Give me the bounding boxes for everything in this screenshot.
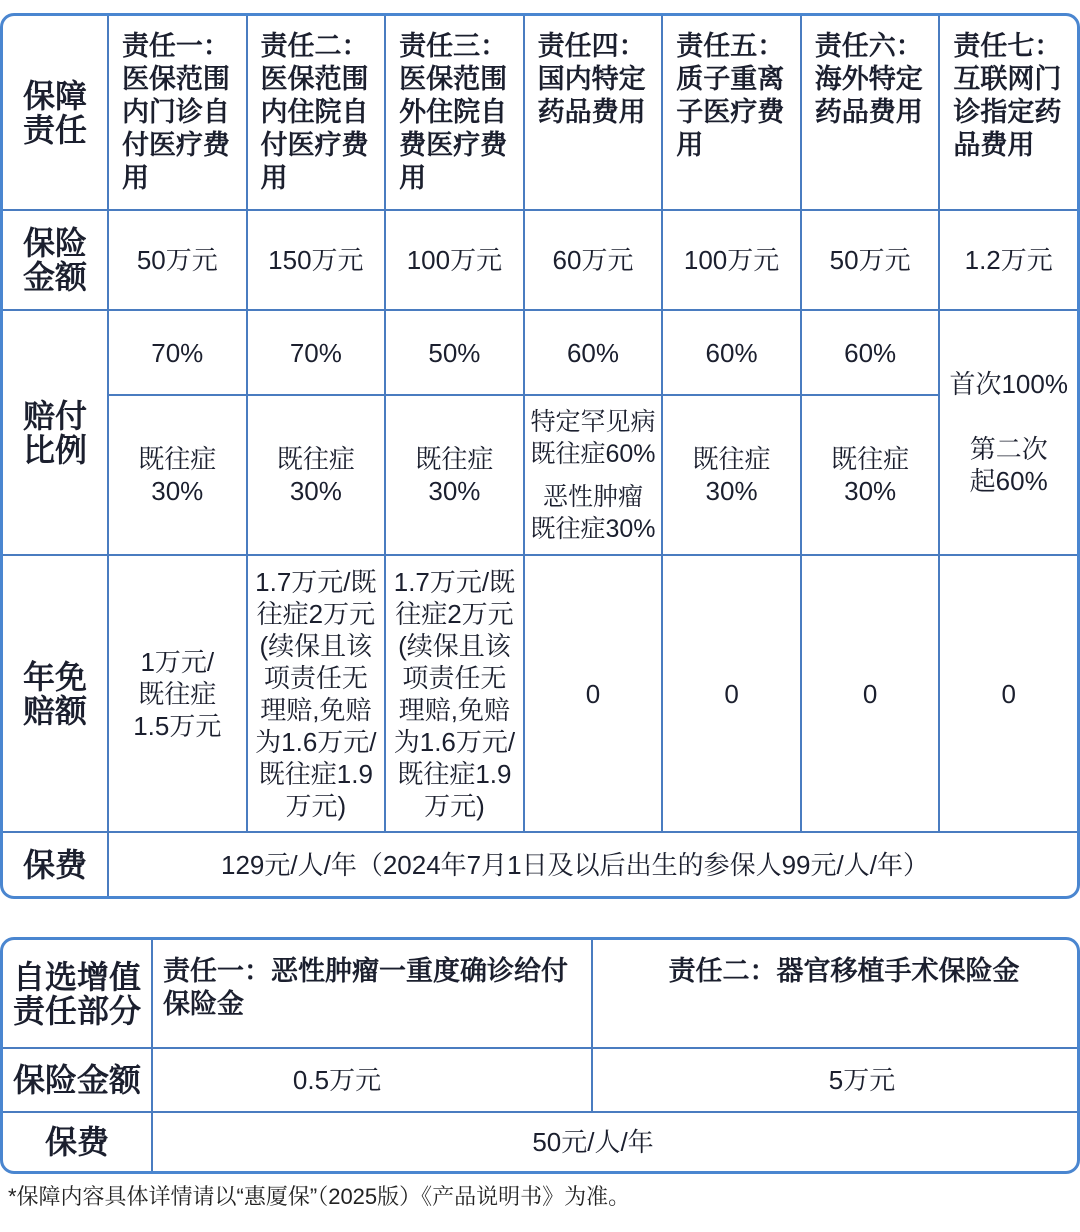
coverage-header-5-name: 质子重离子医疗费用 [676,64,785,160]
coverage-header-5-text [676,30,787,162]
row-label-coverage-text: 保障责任 [22,77,87,148]
coverage-header-3-name: 医保范围外住院自费医疗费用 [399,64,508,193]
row-label-optional-sum-insured-text: 保险金额 [12,1062,141,1098]
row-label-coverage [3,16,107,209]
footnote: *保障内容具体详情请以“惠厦保”（2025版）《产品说明书》为准。 [8,1184,631,1209]
coverage-header-4-name: 国内特定药品费用 [537,64,646,127]
coverage-header-4-label: 责任四： [537,31,646,61]
coverage-header-6-label: 责任六： [814,31,923,61]
coverage-header-7-text [953,30,1064,162]
sum-insured-value-3: 100万元 [386,211,523,309]
sum-insured-value-4: 60万元 [525,211,662,309]
row-label-premium-text: 保费 [22,846,87,883]
deductible-value-4: 0 [525,556,662,831]
premium-value: 129元/人/年（2024年7月1日及以后出生的参保人99元/人/年） [109,833,1077,896]
row-label-payout-ratio-text: 赔付比例 [22,397,87,468]
payout-ratio-value-5: 60% [663,311,800,394]
row-label-sum-insured-text: 保险金额 [22,225,87,295]
deductible-value-6: 0 [802,556,939,831]
pre-existing-ratio-value-6: 既往症 30% [802,396,939,554]
coverage-header-4 [525,16,662,209]
coverage-header-3-text [399,30,510,195]
optional-premium-value: 50元/人/年 [153,1113,1077,1171]
malignant-tumor-pre-existing-ratio: 恶性肿瘤 既往症30% [530,482,656,543]
payout-ratio-value-4: 60% [525,311,662,394]
coverage-header-7-name: 互联网门诊指定药品费用 [953,64,1062,160]
deductible-value-1: 1万元/ 既往症 1.5万元 [109,556,246,831]
row-label-sum-insured [3,211,107,309]
optional-header-2-text: 责任二：器官移植手术保险金 [668,956,1020,986]
coverage-header-7-label: 责任七： [953,31,1062,61]
pre-existing-ratio-value-5: 既往症 30% [663,396,800,554]
coverage-header-1 [109,16,246,209]
coverage-header-1-name: 医保范围内门诊自付医疗费用 [121,64,230,193]
deductible-value-5: 0 [663,556,800,831]
deductible-value-7: 0 [940,556,1077,831]
coverage-header-6-text [815,30,926,129]
optional-sum-insured-value-1: 0.5万元 [153,1049,591,1111]
basic-coverage-table [0,13,1080,899]
coverage-header-2-name: 医保范围内住院自付医疗费用 [260,64,369,193]
row-label-premium [3,833,107,896]
coverage-header-3-label: 责任三： [399,31,508,61]
payout-ratio-7-first-visit: 首次100% [949,369,1068,399]
coverage-header-2-label: 责任二： [260,31,369,61]
coverage-header-1-label: 责任一： [121,31,230,61]
row-label-optional-coverage-text: 自选增值责任部分 [12,958,141,1029]
payout-ratio-value-2: 70% [248,311,385,394]
optional-header-2 [593,940,1077,1047]
payout-ratio-7-subsequent: 第二次 起60% [969,434,1048,496]
payout-ratio-value-6: 60% [802,311,939,394]
row-label-optional-coverage [3,940,151,1047]
sum-insured-value-7: 1.2万元 [940,211,1077,309]
row-label-optional-premium [3,1113,151,1171]
coverage-header-6-name: 海外特定药品费用 [814,64,923,127]
coverage-header-3 [386,16,523,209]
sum-insured-value-1: 50万元 [109,211,246,309]
optional-header-1-text: 责任一：恶性肿瘤一重度确诊给付保险金 [163,956,568,1019]
coverage-header-7 [940,16,1077,209]
payout-ratio-value-7 [940,311,1077,554]
coverage-header-2-text [261,30,372,195]
deductible-value-3: 1.7万元/既 往症2万元 (续保且该 项责任无 理赔,免赔 为1.6万元/ 既往症1.9 万元) [386,556,523,831]
payout-ratio-value-1: 70% [109,311,246,394]
optional-header-1 [153,940,591,1047]
sum-insured-value-2: 150万元 [248,211,385,309]
sum-insured-value-5: 100万元 [663,211,800,309]
coverage-header-4-text [538,30,649,129]
pre-existing-ratio-value-1: 既往症 30% [109,396,246,554]
coverage-header-6 [802,16,939,209]
payout-ratio-value-3: 50% [386,311,523,394]
coverage-header-5-label: 责任五： [676,31,785,61]
row-label-optional-premium-text: 保费 [44,1124,109,1160]
pre-existing-ratio-value-4 [525,396,662,554]
pre-existing-ratio-value-2: 既往症 30% [248,396,385,554]
optional-coverage-table [0,937,1080,1174]
row-label-payout-ratio [3,311,107,554]
coverage-header-1-text [122,30,233,195]
coverage-header-5 [663,16,800,209]
row-label-deductible [3,556,107,831]
row-label-deductible-text: 年免赔额 [22,658,87,729]
coverage-header-2 [248,16,385,209]
optional-sum-insured-value-2: 5万元 [593,1049,1077,1111]
pre-existing-ratio-value-3: 既往症 30% [386,396,523,554]
row-label-optional-sum-insured [3,1049,151,1111]
rare-disease-pre-existing-ratio: 特定罕见病 既往症60% [530,407,656,468]
deductible-value-2: 1.7万元/既 往症2万元 (续保且该 项责任无 理赔,免赔 为1.6万元/ 既往症1.9 万元) [248,556,385,831]
sum-insured-value-6: 50万元 [802,211,939,309]
